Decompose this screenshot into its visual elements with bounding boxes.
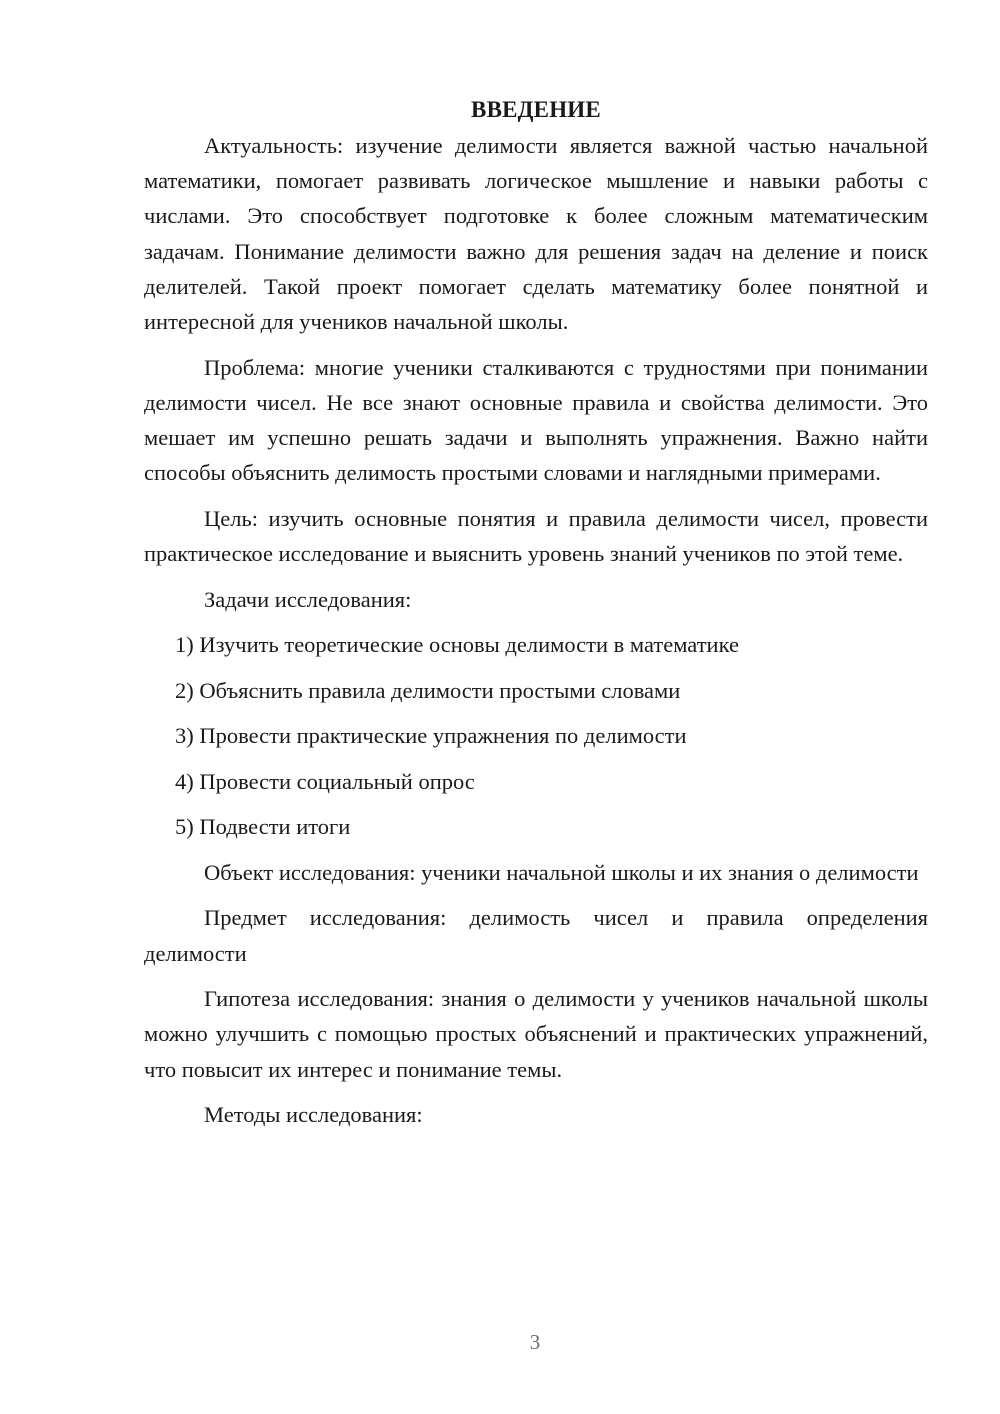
task-item-1: 1) Изучить теоретические основы делимости в математике: [175, 632, 739, 658]
tasks-list: [144, 627, 928, 844]
paragraph-hypothesis: Гипотеза исследования: знания о делимости у учеников начальной школы можно улучшить с помощью простых объяснений и практических упражнений, что повысит их интерес и понимание темы.: [144, 986, 928, 1082]
page-number: 3: [529, 1330, 541, 1354]
paragraph-object: Объект исследования: ученики начальной школы и их знания о делимости: [204, 859, 919, 885]
paragraph-relevance: Актуальность: изучение делимости является важной частью начальной математики, помогает развивать логическое мышление и навыки работы с числами. Это способствует подготовке к более сложным математическим задачам. Понимание делимости важно для решения задач на деление и поиск делителей. Такой проект помогает сделать математику более понятной и интересной для учеников начальной школы.: [144, 133, 928, 335]
document-title: ВВЕДЕНИЕ: [471, 97, 601, 122]
paragraph-problem: Проблема: многие ученики сталкиваются с трудностями при понимании делимости чисел. Не все знают основные правила и свойства делимости. Это мешает им успешно решать задачи и выполнять упражнения. Важно найти способы объяснить делимость простыми словами и наглядными примерами.: [144, 354, 928, 486]
task-item-5: 5) Подвести итоги: [175, 814, 351, 840]
paragraph-goal: Цель: изучить основные понятия и правила делимости чисел, провести практическое исследование и выяснить уровень знаний учеников по этой теме.: [144, 506, 928, 567]
methods-heading: Методы исследования:: [204, 1102, 423, 1128]
task-item-2: 2) Объяснить правила делимости простыми словами: [175, 677, 681, 703]
document-page: [144, 92, 928, 1143]
task-item-4: 4) Провести социальный опрос: [175, 768, 475, 794]
task-item-3: 3) Провести практические упражнения по делимости: [175, 723, 687, 749]
tasks-heading: Задачи исследования:: [204, 586, 412, 612]
paragraph-subject: Предмет исследования: делимость чисел и правила определения делимости: [144, 905, 928, 966]
